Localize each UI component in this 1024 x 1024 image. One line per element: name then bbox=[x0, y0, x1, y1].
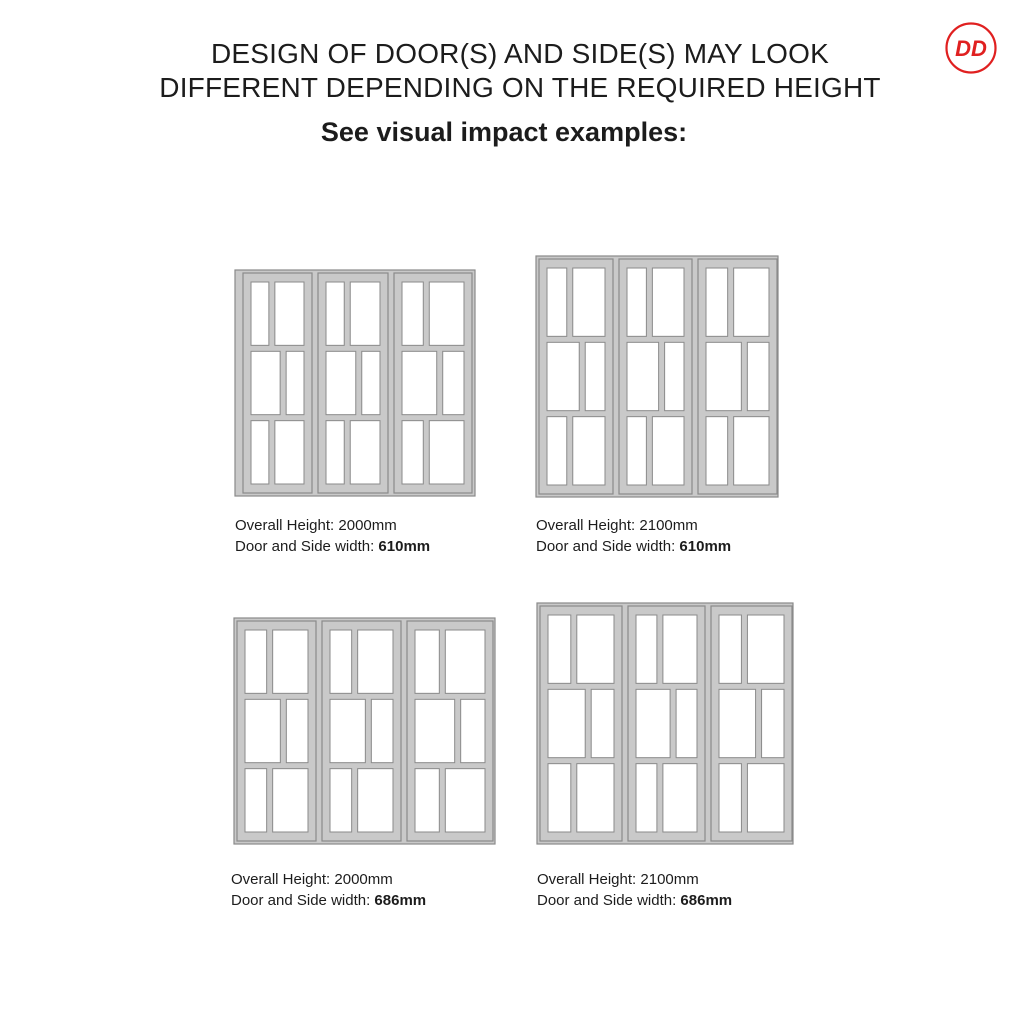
glass-pane bbox=[577, 615, 614, 683]
door-panel bbox=[243, 273, 312, 493]
glass-pane bbox=[719, 764, 741, 832]
glass-pane bbox=[548, 764, 571, 832]
glass-pane bbox=[762, 689, 784, 757]
height-line: Overall Height: 2000mm bbox=[231, 871, 393, 888]
height-line: Overall Height: 2100mm bbox=[536, 517, 698, 534]
door-panel bbox=[237, 621, 316, 841]
glass-pane bbox=[706, 268, 728, 336]
glass-pane bbox=[350, 421, 380, 484]
glass-pane bbox=[326, 421, 344, 484]
glass-pane bbox=[734, 268, 769, 336]
glass-pane bbox=[547, 268, 567, 336]
glass-pane bbox=[636, 689, 670, 757]
glass-pane bbox=[330, 630, 352, 693]
glass-pane bbox=[719, 689, 756, 757]
glass-pane bbox=[245, 630, 267, 693]
height-line: Overall Height: 2000mm bbox=[235, 517, 397, 534]
glass-pane bbox=[273, 630, 308, 693]
width-line: Door and Side width: 610mm bbox=[235, 538, 431, 555]
side-panel bbox=[711, 606, 792, 841]
glass-pane bbox=[330, 769, 352, 832]
door-set-3 bbox=[234, 618, 495, 844]
height-value: 2000mm bbox=[338, 517, 397, 534]
height-value: 2100mm bbox=[640, 871, 699, 888]
glass-pane bbox=[627, 417, 646, 485]
glass-pane bbox=[461, 699, 485, 762]
glass-pane bbox=[245, 699, 280, 762]
door-panel bbox=[539, 259, 613, 494]
glass-pane bbox=[275, 421, 304, 484]
glass-pane bbox=[636, 615, 657, 683]
heading-line-2: DIFFERENT DEPENDING ON THE REQUIRED HEIGHT bbox=[159, 72, 881, 103]
example-caption-3 bbox=[231, 869, 426, 911]
glass-pane bbox=[371, 699, 393, 762]
glass-pane bbox=[326, 282, 344, 345]
glass-pane bbox=[251, 282, 269, 345]
door-panel bbox=[540, 606, 622, 841]
glass-pane bbox=[747, 342, 769, 410]
example-caption-2 bbox=[536, 515, 731, 557]
logo-text: DD bbox=[955, 36, 987, 61]
glass-pane bbox=[706, 417, 728, 485]
glass-pane bbox=[636, 764, 657, 832]
glass-pane bbox=[415, 699, 455, 762]
glass-pane bbox=[573, 268, 605, 336]
glass-pane bbox=[443, 351, 464, 414]
glass-pane bbox=[676, 689, 697, 757]
example-caption-1 bbox=[235, 515, 430, 557]
glass-pane bbox=[429, 282, 464, 345]
glass-pane bbox=[627, 268, 646, 336]
side-panel bbox=[394, 273, 472, 493]
glass-pane bbox=[286, 699, 308, 762]
glass-pane bbox=[585, 342, 605, 410]
glass-pane bbox=[663, 615, 697, 683]
glass-pane bbox=[415, 630, 439, 693]
width-line: Door and Side width: 686mm bbox=[231, 892, 427, 909]
door-set-2 bbox=[536, 256, 778, 497]
glass-pane bbox=[273, 769, 308, 832]
glass-pane bbox=[445, 630, 485, 693]
example-caption-4 bbox=[537, 869, 732, 911]
glass-pane bbox=[652, 417, 684, 485]
glass-pane bbox=[591, 689, 614, 757]
door-set-1 bbox=[235, 270, 475, 496]
glass-pane bbox=[275, 282, 304, 345]
door-panel bbox=[619, 259, 692, 494]
subheading: See visual impact examples: bbox=[320, 117, 688, 147]
glass-pane bbox=[402, 421, 423, 484]
width-value: 610mm bbox=[679, 538, 732, 555]
glass-pane bbox=[445, 769, 485, 832]
width-value: 686mm bbox=[374, 892, 427, 909]
glass-pane bbox=[747, 764, 784, 832]
glass-pane bbox=[358, 630, 393, 693]
glass-pane bbox=[362, 351, 380, 414]
glass-pane bbox=[652, 268, 684, 336]
door-set-4 bbox=[537, 603, 793, 844]
glass-pane bbox=[734, 417, 769, 485]
glass-pane bbox=[245, 769, 267, 832]
width-value: 610mm bbox=[378, 538, 431, 555]
glass-pane bbox=[326, 351, 356, 414]
glass-pane bbox=[286, 351, 304, 414]
glass-pane bbox=[577, 764, 614, 832]
height-line: Overall Height: 2100mm bbox=[537, 871, 699, 888]
glass-pane bbox=[547, 342, 579, 410]
glass-pane bbox=[627, 342, 659, 410]
glass-pane bbox=[350, 282, 380, 345]
width-value: 686mm bbox=[680, 892, 733, 909]
glass-pane bbox=[415, 769, 439, 832]
glass-pane bbox=[402, 351, 437, 414]
heading-line-1: DESIGN OF DOOR(S) AND SIDE(S) MAY LOOK bbox=[211, 38, 829, 69]
glass-pane bbox=[663, 764, 697, 832]
glass-pane bbox=[251, 421, 269, 484]
glass-pane bbox=[548, 615, 571, 683]
height-value: 2100mm bbox=[639, 517, 698, 534]
door-panel bbox=[318, 273, 388, 493]
glass-pane bbox=[573, 417, 605, 485]
glass-pane bbox=[747, 615, 784, 683]
width-line: Door and Side width: 610mm bbox=[536, 538, 732, 555]
door-panel bbox=[322, 621, 401, 841]
glass-pane bbox=[402, 282, 423, 345]
side-panel bbox=[407, 621, 493, 841]
glass-pane bbox=[251, 351, 280, 414]
glass-pane bbox=[706, 342, 741, 410]
glass-pane bbox=[548, 689, 585, 757]
glass-pane bbox=[358, 769, 393, 832]
side-panel bbox=[698, 259, 777, 494]
door-panel bbox=[628, 606, 705, 841]
height-value: 2000mm bbox=[334, 871, 393, 888]
glass-pane bbox=[665, 342, 684, 410]
glass-pane bbox=[429, 421, 464, 484]
glass-pane bbox=[547, 417, 567, 485]
glass-pane bbox=[330, 699, 365, 762]
width-line: Door and Side width: 686mm bbox=[537, 892, 733, 909]
glass-pane bbox=[719, 615, 741, 683]
